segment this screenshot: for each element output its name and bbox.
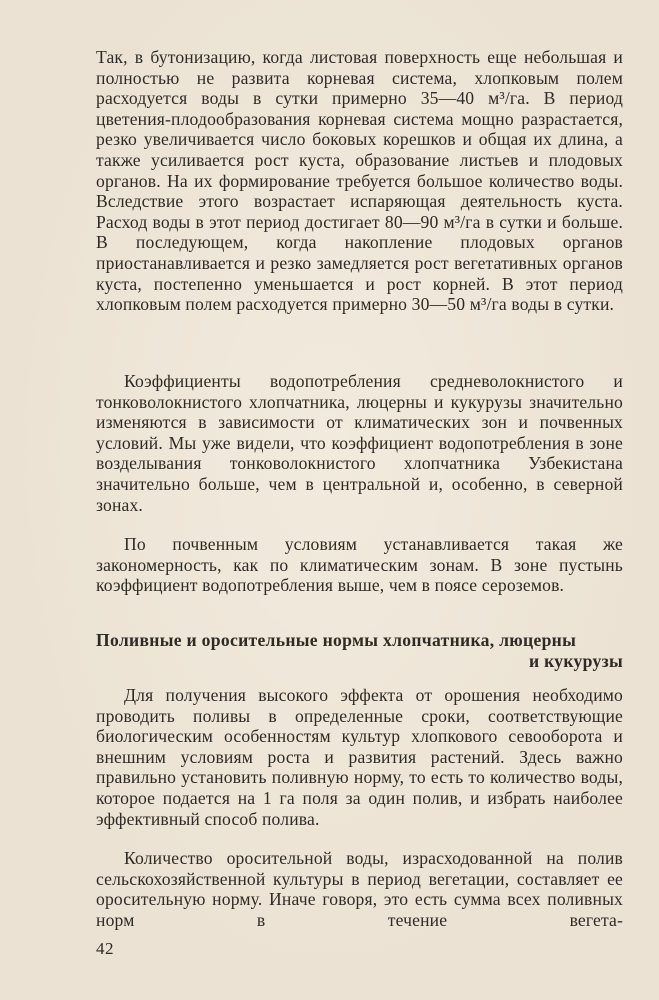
- paragraph-text: Коэффициенты водопотребления средневолокнистого и тонковолокнистого хлопчатника, люцерны и кукурузы значительно изменяются в зависимости от климатических зон и почвенных условий. Мы уже видели, что коэффициент водопотребления в зоне возделывания тонковолокнистого хлопчатника Узбекистана значительно больше, чем в центральной и, особенно, в северной зонах.: [96, 371, 623, 515]
- section-heading: [96, 630, 623, 672]
- paragraph-irrigation-norm: [96, 848, 623, 930]
- section-heading-line1: Поливные и оросительные нормы хлопчатника, люцерны: [96, 630, 577, 650]
- section-heading-line2: и кукурузы: [528, 651, 623, 671]
- paragraph-irrigation-timing: [96, 685, 623, 829]
- paragraph-text: Для получения высокого эффекта от орошения необходимо проводить поливы в определенные сроки, соответствующие биологическим особенностям культур хлопкового севооборота и внешним условиям роста и развития растений. Здесь важно правильно установить поливную норму, то есть то количество воды, которое подается на 1 га поля за один полив, и избрать наиболее эффективный способ полива.: [96, 685, 623, 829]
- paragraph-text: Количество оросительной воды, израсходованной на полив сельскохозяйственной культуры в период вегетации, составляет ее оросительную норму. Иначе говоря, это есть сумма всех поливных норм в течение вегета-: [96, 848, 623, 930]
- paragraph-text: Так, в бутонизацию, когда листовая поверхность еще небольшая и полностью не развита корневая система, хлопковым полем расходуется воды в сутки примерно 35—40 м³/га. В период цветения-плодообразования корневая система мощно разрастается, резко увеличивается число боковых корешков и общая их длина, а также усиливается рост куста, образование листьев и плодовых органов. На их формирование требуется большое количество воды. Вследствие этого возрастает испаряющая деятельность куста. Расход воды в этот период достигает 80—90 м³/га в сутки и больше. В последующем, когда накопление плодовых органов приостанавливается и резко замедляется рост вегетативных органов куста, постепенно уменьшается и рост корней. В этот период хлопковым полем расходуется примерно 30—50 м³/га воды в сутки.: [96, 47, 623, 315]
- paragraph-soil-conditions: [96, 534, 623, 596]
- paragraph-text: По почвенным условиям устанавливается такая же закономерность, как по климатическим зонам. В зоне пустынь коэффициент водопотребления выше, чем в поясе сероземов.: [96, 534, 623, 596]
- paragraph-cotton-water-use: [96, 47, 623, 315]
- paragraph-water-consumption-coefficients: [96, 371, 623, 515]
- page-number: 42: [96, 939, 114, 958]
